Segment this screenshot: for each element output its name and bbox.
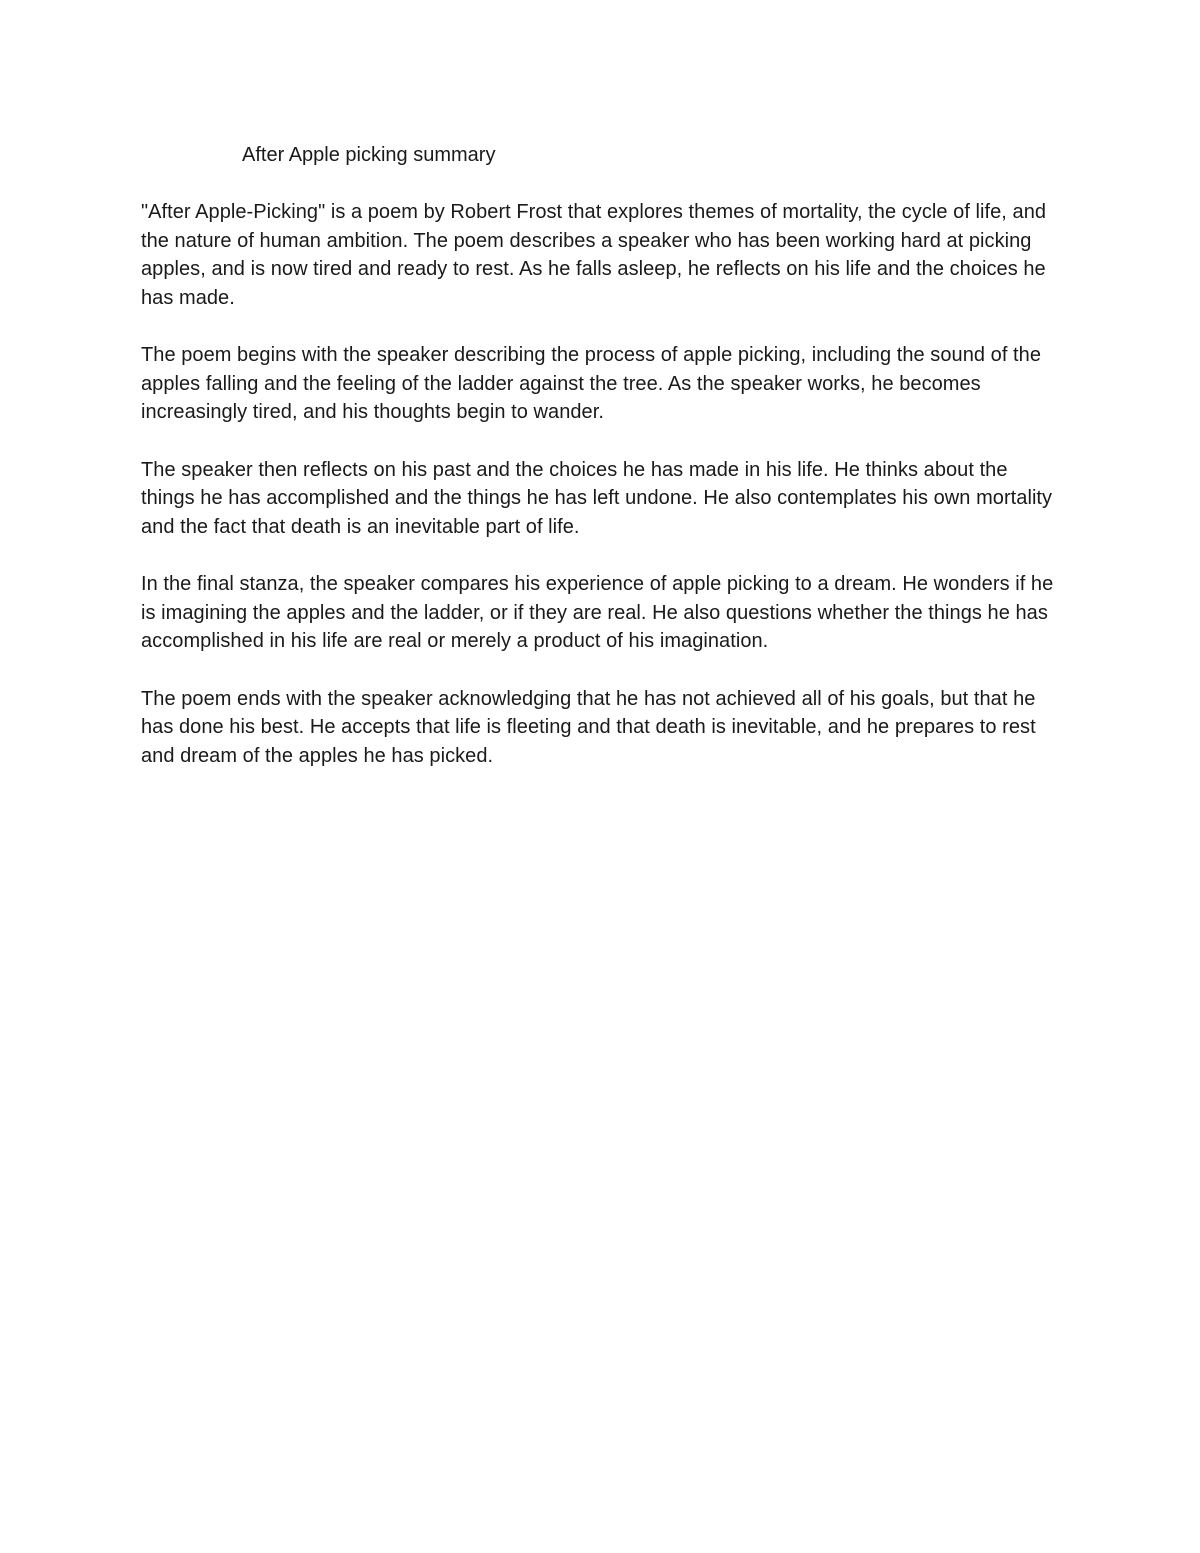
paragraph-final-stanza: In the final stanza, the speaker compares his experience of apple picking to a dream. He wonders if he is imagining the apples and the ladder, or if they are real. He also questions whether the things he has accomplished in his life are real or merely a product of his imagination.	[141, 573, 1054, 652]
paragraph-reflection: The speaker then reflects on his past and the choices he has made in his life. He thinks about the things he has accomplished and the things he has left undone. He also contemplates his own mortality and the fact that death is an inevitable part of life.	[141, 458, 1053, 538]
paragraph-ending: The poem ends with the speaker acknowledging that he has not achieved all of his goals, but that he has done his best. He accepts that life is fleeting and that death is inevitable, and he prepares to rest and dream of the apples he has picked.	[141, 687, 1036, 767]
document-title: After Apple picking summary	[242, 144, 496, 166]
document-body	[141, 198, 1061, 799]
paragraph-beginning: The poem begins with the speaker describing the process of apple picking, including the sound of the apples falling and the feeling of the ladder against the tree. As the speaker works, he becomes increasingly tired, and his thoughts begin to wander.	[141, 344, 1041, 423]
paragraph-intro: "After Apple-Picking" is a poem by Robert Frost that explores themes of mortality, the cycle of life, and the nature of human ambition. The poem describes a speaker who has been working hard at picking apples, and is now tired and ready to rest. As he falls asleep, he reflects on his life and the choices he has made.	[141, 201, 1047, 309]
